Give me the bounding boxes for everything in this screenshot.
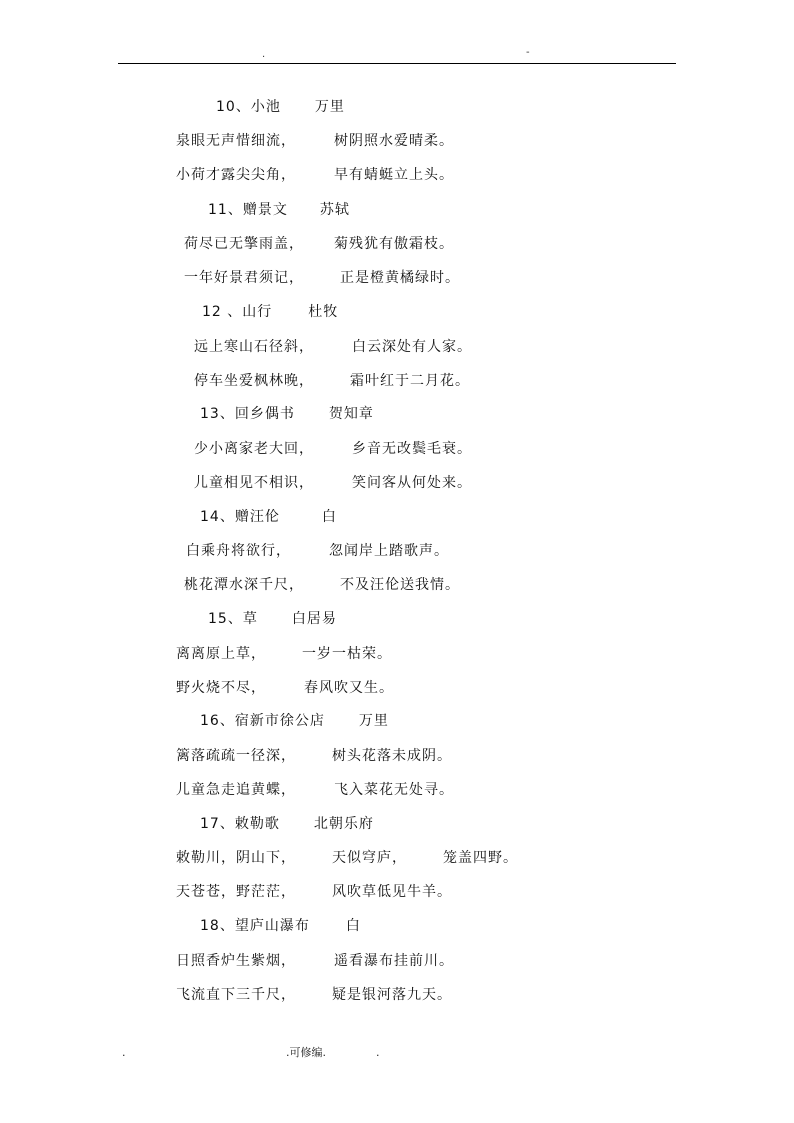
poem-author: 杜牧 [308, 304, 339, 320]
verse-line [184, 269, 460, 287]
verse-line [176, 781, 454, 799]
footer-mark-right: . [376, 1046, 380, 1059]
verse-line [176, 132, 454, 150]
poem-title-line [200, 405, 374, 423]
verse-half: 飞入菜花无处寻。 [334, 782, 454, 798]
poem-title: 18、望庐山瀑布 [200, 918, 310, 934]
verse-half: 荷尽已无擎雨盖， [184, 236, 304, 252]
poem-title-line [200, 815, 374, 833]
poem-title-line [208, 610, 337, 628]
verse-half: 菊残犹有傲霜枝。 [334, 236, 454, 252]
verse-half: 飞流直下三千尺， [176, 987, 296, 1003]
verse-half: 停车坐爱枫林晚， [194, 373, 314, 389]
verse-half: 不及汪伦送我情。 [340, 577, 460, 593]
verse-line [186, 542, 449, 560]
poem-author: 万里 [314, 99, 345, 115]
verse-half: 遥看瀑布挂前川。 [334, 953, 454, 969]
poem-title-line [200, 917, 361, 935]
verse-half: 离离原上草， [176, 646, 266, 662]
verse-line [176, 986, 452, 1004]
header-mark-left: . [262, 49, 266, 60]
verse-line [194, 372, 470, 390]
verse-half: 春风吹又生。 [304, 680, 394, 696]
poem-title-line [200, 508, 337, 526]
verse-half: 少小离家老大回， [194, 441, 314, 457]
poem-title-line [208, 201, 350, 219]
verse-line [194, 440, 472, 458]
verse-half: 远上寒山石径斜， [194, 339, 314, 355]
header-mark-right: - [526, 47, 530, 58]
poem-title: 11、赠景文 [208, 202, 288, 218]
poem-title: 12 、山行 [202, 304, 273, 320]
verse-half: 日照香炉生紫烟， [176, 953, 296, 969]
poem-title-line [216, 98, 345, 116]
verse-half: 树阴照水爱晴柔。 [334, 133, 454, 149]
verse-half: 笑问客从何处来。 [352, 475, 472, 491]
poem-title: 13、回乡偶书 [200, 406, 295, 422]
verse-line [194, 474, 472, 492]
verse-line [176, 952, 454, 970]
verse-half: 疑是银河落九天。 [332, 987, 452, 1003]
verse-half: 篱落疏疏一径深， [176, 748, 296, 764]
verse-half: 早有蜻蜓立上头。 [334, 167, 454, 183]
verse-half: 天似穹庐， [332, 850, 407, 866]
poem-author: 白 [345, 918, 361, 934]
verse-half: 小荷才露尖尖角， [176, 167, 296, 183]
verse-half: 白云深处有人家。 [352, 339, 472, 355]
verse-half: 风吹草低见牛羊。 [332, 884, 452, 900]
verse-half: 笼盖四野。 [443, 850, 518, 866]
verse-half: 儿童急走追黄蝶， [176, 782, 296, 798]
verse-half: 敕勒川，阴山下， [176, 850, 296, 866]
verse-line [176, 166, 454, 184]
poem-title-line [202, 303, 338, 321]
footer-mark-left: . [122, 1046, 126, 1059]
poem-author: 贺知章 [328, 406, 374, 422]
poem-title-line [200, 712, 389, 730]
poem-author: 苏轼 [319, 202, 350, 218]
verse-line [194, 338, 472, 356]
verse-line [176, 849, 518, 867]
poem-title: 16、宿新市徐公店 [200, 713, 325, 729]
poem-author: 万里 [358, 713, 389, 729]
footer-note: .可修编. [286, 1046, 326, 1059]
poem-title: 15、草 [208, 611, 258, 627]
verse-half: 桃花潭水深千尺， [184, 577, 304, 593]
verse-half: 野火烧不尽， [176, 680, 266, 696]
verse-half: 一岁一枯荣。 [302, 646, 392, 662]
verse-line [184, 576, 460, 594]
verse-half: 乡音无改鬓毛衰。 [352, 441, 472, 457]
poem-title: 10、小池 [216, 99, 281, 115]
verse-half: 树头花落未成阴。 [332, 748, 452, 764]
verse-line [176, 747, 452, 765]
verse-half: 儿童相见不相识， [194, 475, 314, 491]
verse-half: 正是橙黄橘绿时。 [340, 270, 460, 286]
poem-author: 白居易 [291, 611, 337, 627]
verse-line [176, 883, 452, 901]
poem-author: 北朝乐府 [313, 816, 374, 832]
header-rule [118, 63, 676, 64]
poem-author: 白 [321, 509, 337, 525]
verse-line [176, 645, 392, 663]
verse-half: 天苍苍，野茫茫， [176, 884, 296, 900]
verse-half: 泉眼无声惜细流， [176, 133, 296, 149]
verse-half: 忽闻岸上踏歌声。 [329, 543, 449, 559]
verse-half: 霜叶红于二月花。 [350, 373, 470, 389]
poem-title: 17、敕勒歌 [200, 816, 280, 832]
verse-half: 一年好景君须记， [184, 270, 304, 286]
verse-line [184, 235, 454, 253]
verse-half: 白乘舟将欲行， [186, 543, 291, 559]
verse-line [176, 679, 394, 697]
poem-title: 14、赠汪伦 [200, 509, 280, 525]
